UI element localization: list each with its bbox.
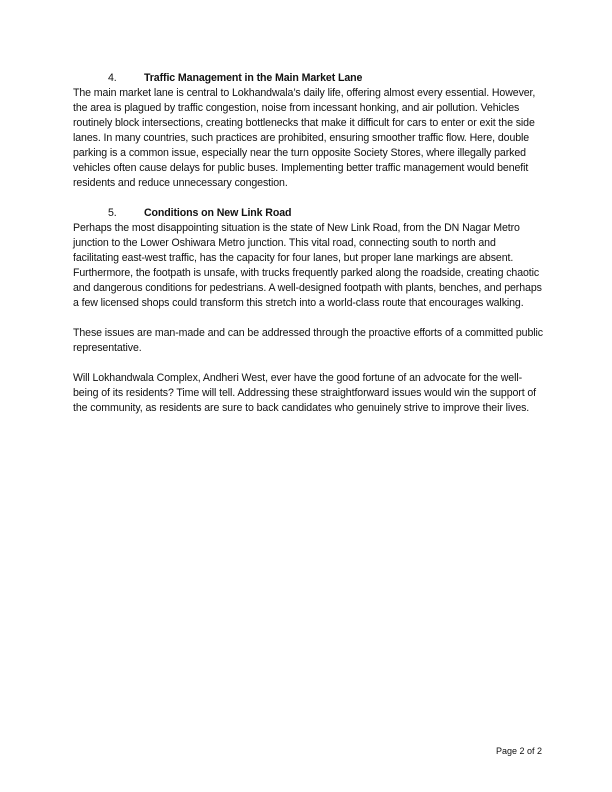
paragraph-spacer <box>73 311 543 326</box>
section-body: Perhaps the most disappointing situation is the state of New Link Road, from the DN Nagar Metro junction to the Lower Oshiwara Metro junction. This vital road, connecting south to north and facilitating east-west traffic, has the capacity for four lanes, but proper lane markings are absent. Furthermore, the footpath is unsafe, with trucks frequently parked along the roadside, creating chaotic and dangerous conditions for pedestrians. A well-designed footpath with plants, benches, and perhaps a few licensed shops could transform this stretch into a world-class route that encourages walking. <box>73 222 542 309</box>
section-heading-5 <box>73 206 543 221</box>
section-number: 5. <box>108 207 117 219</box>
closing-paragraph: Will Lokhandwala Complex, Andheri West, ever have the good fortune of an advocate for the well-being of its residents? Time will tell. Addressing these straightforward issues would win the support of the community, as residents are sure to back candidates who genuinely strive to improve their lives. <box>73 372 537 414</box>
section-heading-4 <box>73 71 543 86</box>
page-content <box>73 71 543 416</box>
section-body: The main market lane is central to Lokhandwala’s daily life, offering almost every essential. However, the area is plagued by traffic congestion, noise from incessant honking, and air pollution. Vehicles routinely block intersections, creating bottlenecks that make it difficult for cars to enter or exit the side lanes. In many countries, such practices are prohibited, ensuring smoother traffic flow. Here, double parking is a common issue, especially near the turn opposite Society Stores, where illegally parked vehicles often cause delays for public buses. Implementing better traffic management would benefit residents and reduce unnecessary congestion. <box>73 87 536 189</box>
paragraph-spacer <box>73 191 543 206</box>
section-number: 4. <box>108 72 117 84</box>
section-title: Traffic Management in the Main Market Lane <box>144 72 363 84</box>
paragraph-spacer <box>73 356 543 371</box>
closing-paragraph: These issues are man-made and can be addressed through the proactive efforts of a committed public representative. <box>73 327 543 354</box>
page-number-footer: Page 2 of 2 <box>495 746 542 756</box>
section-title: Conditions on New Link Road <box>144 207 292 219</box>
